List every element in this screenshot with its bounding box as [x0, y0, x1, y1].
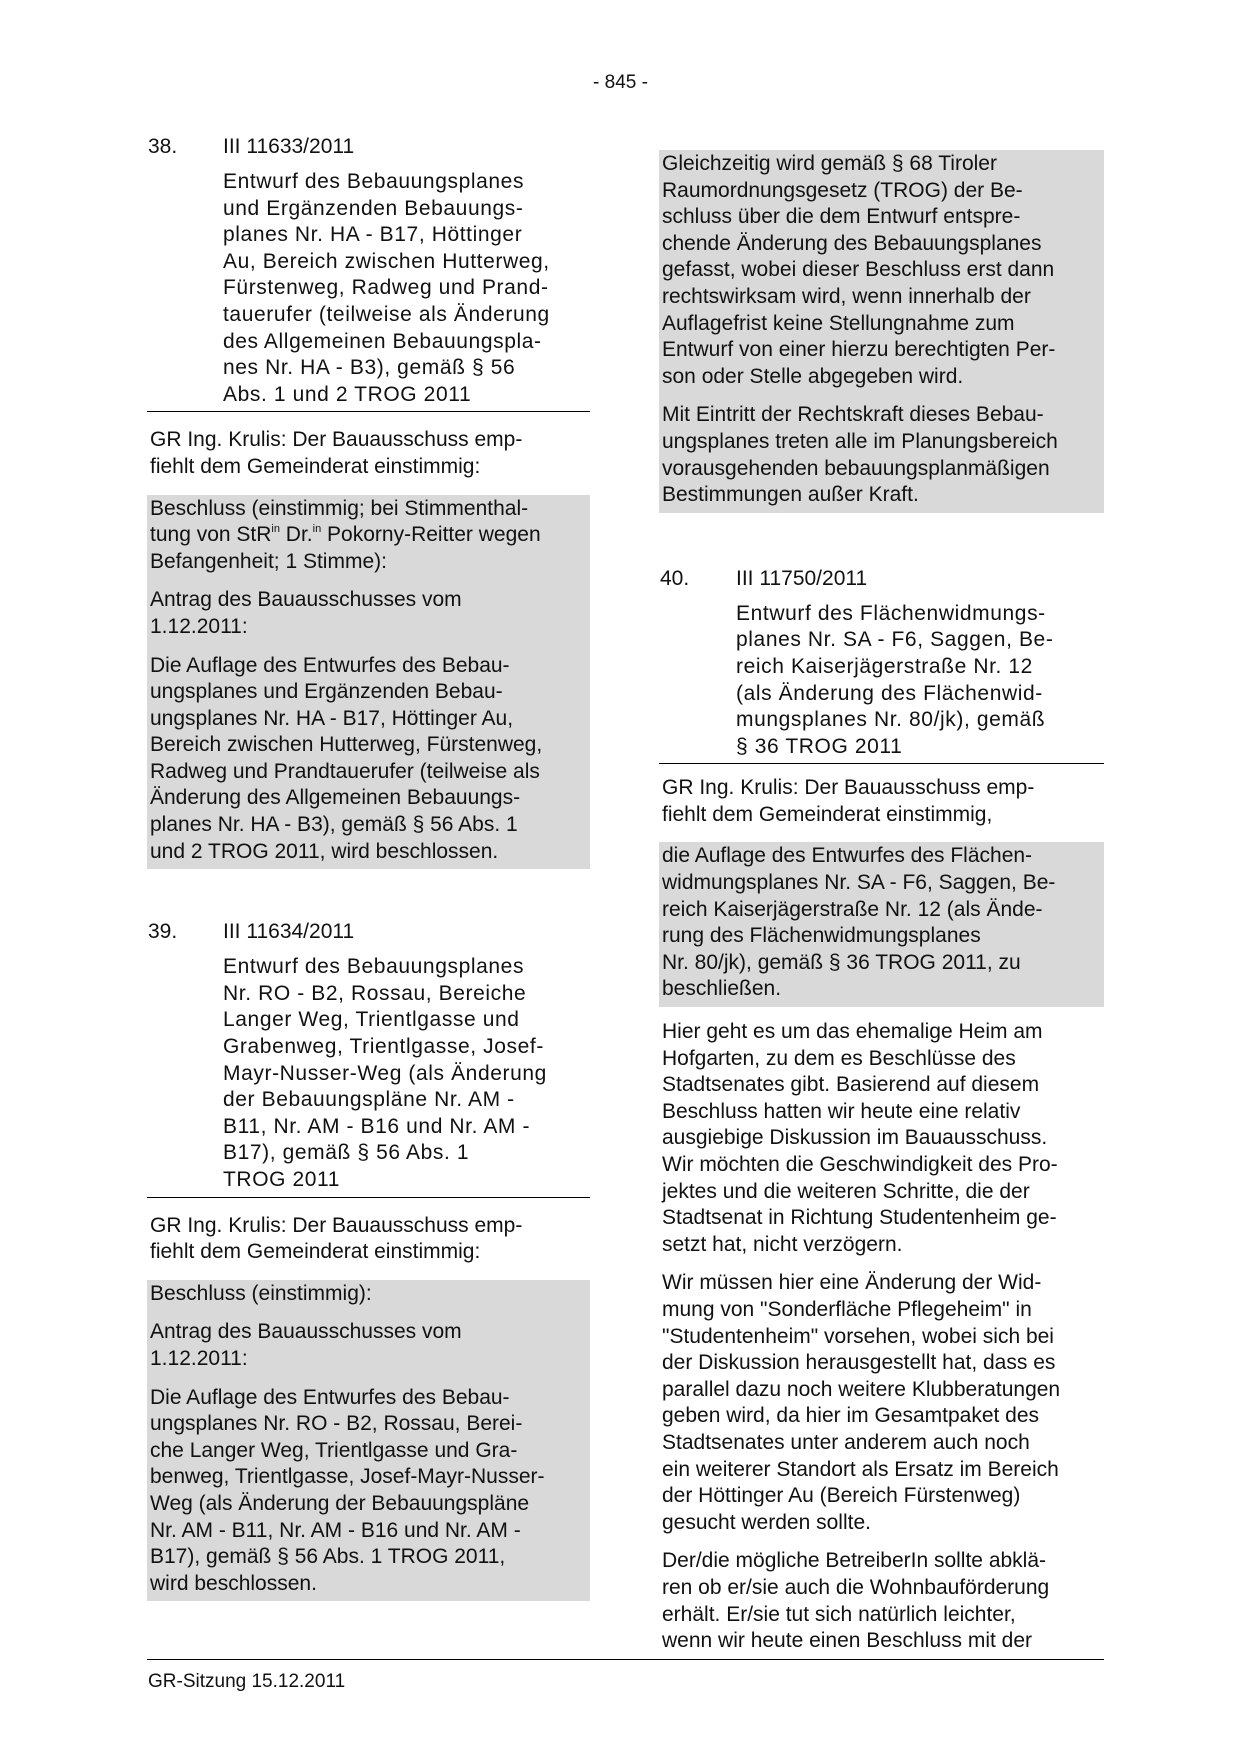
text-line: vorausgehenden bebauungsplanmäßigen [662, 456, 1050, 480]
text-line: Radweg und Prandtauerufer (teilweise als [150, 759, 540, 783]
item-38-number: 38. [148, 135, 178, 158]
superscript: in [312, 523, 322, 536]
text-line: fiehlt dem Gemeinderat einstimmig: [150, 1240, 481, 1264]
text-line: Weg (als Änderung der Bebauungspläne [150, 1491, 530, 1515]
item-40-title-line: § 36 TROG 2011 [736, 734, 903, 758]
item-38-beschluss [147, 496, 590, 576]
text-line: schluss über die dem Entwurf entspre- [662, 205, 1021, 229]
text-line: Die Auflage des Entwurfes des Bebau- [150, 1385, 510, 1409]
item-40-resolution-text [659, 843, 1104, 1003]
text-line: parallel dazu noch weitere Klubberatungen [662, 1377, 1061, 1401]
text-line: Beschluss hatten wir heute eine relativ [662, 1099, 1021, 1123]
text-line: der Höttinger Au (Bereich Fürstenweg) [662, 1484, 1021, 1508]
text-line: mung von "Sonderfläche Pflegeheim" in [662, 1297, 1032, 1321]
item-39-resolution-text [147, 1385, 590, 1598]
text-line: Der/die mögliche BetreiberIn sollte abklä- [662, 1549, 1047, 1573]
text-line: Gleichzeitig wird gemäß § 68 Tiroler [662, 152, 997, 175]
item-39-title [147, 946, 590, 1197]
item-40-header-row [659, 566, 1104, 593]
text-line: ren ob er/sie auch die Wohnbauförderung [662, 1575, 1050, 1599]
item-39-title-line: Mayr-Nusser-Weg (als Änderung [223, 1061, 547, 1085]
text-line: der Diskussion herausgestellt hat, dass es [662, 1351, 1056, 1375]
text-line: Die Auflage des Entwurfes des Bebau- [150, 653, 510, 677]
text-line: ungsplanes und Ergänzenden Bebau- [150, 680, 503, 704]
item-38-title-line: planes Nr. HA - B17, Höttinger [223, 223, 523, 247]
text-line: ungsplanes treten alle im Planungsbereich [662, 429, 1058, 453]
item-40-title-line: mungsplanes Nr. 80/jk), gemäß [736, 708, 1046, 732]
text-line: erhält. Er/sie tut sich natürlich leichter, [662, 1602, 1016, 1626]
text-line: GR Ing. Krulis: Der Bauausschuss emp- [662, 776, 1035, 800]
footer-divider [147, 1659, 1104, 1660]
text-line: 1.12.2011: [150, 1346, 248, 1370]
text-line: ein weiterer Standort als Ersatz im Bereich [662, 1457, 1059, 1481]
text-line: ungsplanes Nr. HA - B17, Höttinger Au, [150, 706, 514, 730]
item-40-speaker-paragraph [659, 775, 1104, 828]
item-38-title-line: des Allgemeinen Bebauungspla- [223, 329, 542, 353]
text-line: fiehlt dem Gemeinderat einstimmig: [150, 454, 481, 478]
page-number: - 845 - [593, 72, 648, 93]
left-column [147, 134, 590, 1601]
item-39-number: 39. [148, 920, 178, 944]
text-line: wird beschlossen. [150, 1571, 317, 1595]
item-38-title-line: und Ergänzenden Bebauungs- [223, 196, 524, 220]
text-line: Beschluss (einstimmig): [150, 1281, 372, 1305]
item-39-title-line: Nr. RO - B2, Rossau, Bereiche [223, 981, 527, 1005]
text-line: Raumordnungsgesetz (TROG) der Be- [662, 178, 1023, 202]
text-line: die Auflage des Entwurfes des Flächen- [662, 844, 1033, 868]
item-38-reference: III 11633/2011 [223, 135, 355, 158]
text-line: Stadtsenates gibt. Basierend auf diesem [662, 1073, 1040, 1097]
text-line: Mit Eintritt der Rechtskraft dieses Bebau- [662, 403, 1044, 427]
item-39-speaker-paragraph [147, 1213, 590, 1266]
text-line: Nr. AM - B11, Nr. AM - B16 und Nr. AM - [150, 1518, 521, 1542]
text-line: Bestimmungen außer Kraft. [662, 483, 919, 507]
item-40-heading [659, 566, 1104, 765]
text-line: planes Nr. HA - B3), gemäß § 56 Abs. 1 [150, 813, 518, 837]
text-line: Auflagefrist keine Stellungnahme zum [662, 311, 1015, 335]
text-line: jektes und die weiteren Schritte, die der [662, 1179, 1030, 1203]
text-line: son oder Stelle abgegeben wird. [662, 364, 964, 388]
item-38-resolution-box [147, 495, 590, 870]
item-38-header-row [147, 134, 590, 161]
text-line: 1.12.2011: [150, 614, 248, 638]
superscript: in [271, 523, 280, 536]
text-line: setzt hat, nicht verzögern. [662, 1232, 903, 1256]
text-line: wenn wir heute einen Beschluss mit der [662, 1629, 1033, 1653]
text-line: reich Kaiserjägerstraße Nr. 12 (als Ände- [662, 897, 1043, 921]
item-38-title-line: Entwurf des Bebauungsplanes [223, 170, 525, 193]
item-39-title-line: der Bebauungspläne Nr. AM - [223, 1088, 515, 1112]
text-line: und 2 TROG 2011, wird beschlossen. [150, 839, 499, 863]
text-line: Hier geht es um das ehemalige Heim am [662, 1020, 1043, 1044]
text-line: Antrag des Bauausschusses vom [150, 1320, 462, 1344]
item-40-paragraph-3 [659, 1548, 1104, 1654]
text-line: rung des Flächenwidmungsplanes [662, 924, 981, 948]
text-line: geben wird, da hier im Gesamtpaket des [662, 1404, 1040, 1428]
text-line: Nr. 80/jk), gemäß § 36 TROG 2011, zu [662, 950, 1021, 974]
text-line: Änderung des Allgemeinen Bebauungs- [150, 786, 521, 810]
item-39-beschluss [147, 1281, 590, 1308]
item-40-title-line: (als Änderung des Flächenwid- [736, 681, 1043, 705]
item-39-title-line: TROG 2011 [223, 1168, 341, 1191]
item-39-antrag [147, 1319, 590, 1372]
text-segment: Pokorny-Reitter wegen [321, 523, 541, 547]
item-39-title-line: B17), gemäß § 56 Abs. 1 [223, 1141, 470, 1165]
item-39-title-line: Grabenweg, Trientlgasse, Josef- [223, 1035, 544, 1059]
item-38-title-line: nes Nr. HA - B3), gemäß § 56 [223, 356, 516, 380]
item-40-title-line: planes Nr. SA - F6, Saggen, Be- [736, 628, 1054, 652]
text-segment: tung von StR [150, 523, 272, 547]
text-line: Stadtsenat in Richtung Studentenheim ge- [662, 1206, 1057, 1230]
text-line: Entwurf von einer hierzu berechtigten Per- [662, 338, 1056, 362]
item-40-number: 40. [660, 566, 690, 590]
right-column [659, 150, 1104, 1655]
text-segment: Dr. [279, 523, 313, 547]
item-39-reference: III 11634/2011 [223, 920, 355, 944]
item-38-speaker-paragraph [147, 427, 590, 480]
text-line: Stadtsenates unter anderem auch noch [662, 1430, 1030, 1454]
text-line: chende Änderung des Bebauungsplanes [662, 231, 1042, 255]
text-line: Hofgarten, zu dem es Beschlüsse des [662, 1046, 1016, 1070]
item-40-title-line: reich Kaiserjägerstraße Nr. 12 [736, 654, 1033, 678]
item-40-resolution-box [659, 842, 1104, 1007]
text-line [150, 522, 586, 549]
text-line: che Langer Weg, Trientlgasse und Gra- [150, 1438, 518, 1462]
text-line: Wir müssen hier eine Änderung der Wid- [662, 1271, 1042, 1295]
item-39-resolution-box [147, 1280, 590, 1602]
text-line: B17), gemäß § 56 Abs. 1 TROG 2011, [150, 1545, 506, 1569]
text-line: beschließen. [662, 977, 782, 1001]
text-line: GR Ing. Krulis: Der Bauausschuss emp- [150, 428, 523, 452]
text-line: Antrag des Bauausschusses vom [150, 588, 462, 612]
item-40-paragraph-1 [659, 1019, 1104, 1258]
item-40-paragraph-2 [659, 1270, 1104, 1536]
text-line: gefasst, wobei dieser Beschluss erst dann [662, 258, 1055, 282]
item-39-title-line: Entwurf des Bebauungsplanes [223, 955, 525, 979]
item-38-title-line: Abs. 1 und 2 TROG 2011 [223, 382, 472, 406]
text-line: rechtswirksam wird, wenn innerhalb der [662, 284, 1031, 308]
continuation-paragraph-2 [659, 402, 1104, 508]
item-39-header-row [147, 919, 590, 946]
item-38-antrag [147, 587, 590, 640]
continuation-paragraph-1 [659, 151, 1104, 390]
item-38-resolution-text [147, 653, 590, 866]
text-line: ungsplanes Nr. RO - B2, Rossau, Berei- [150, 1412, 523, 1436]
item-38-title-line: Au, Bereich zwischen Hutterweg, [223, 249, 550, 273]
text-line: "Studentenheim" vorsehen, wobei sich bei [662, 1324, 1054, 1348]
item-39-title-line: B11, Nr. AM - B16 und Nr. AM - [223, 1114, 531, 1138]
text-line: Bereich zwischen Hutterweg, Fürstenweg, [150, 733, 543, 757]
text-line: fiehlt dem Gemeinderat einstimmig, [662, 802, 993, 826]
text-line: benweg, Trientlgasse, Josef-Mayr-Nusser- [150, 1465, 545, 1489]
item-40-title-line: Entwurf des Flächenwidmungs- [736, 601, 1046, 625]
item-38-title [147, 161, 590, 412]
footer-session-label: GR-Sitzung 15.12.2011 [148, 1671, 346, 1692]
item-40-title [659, 593, 1104, 765]
item-39-heading [147, 919, 590, 1197]
item-38-title-line: Fürstenweg, Radweg und Prand- [223, 276, 549, 300]
text-line: Beschluss (einstimmig; bei Stimmenthal- [150, 496, 529, 520]
text-line: gesucht werden sollte. [662, 1510, 871, 1534]
item-39-title-line: Langer Weg, Trientlgasse und [223, 1008, 520, 1032]
continuation-resolution-box [659, 150, 1104, 513]
item-38-title-line: tauerufer (teilweise als Änderung [223, 302, 550, 326]
text-line: ausgiebige Diskussion im Bauausschuss. [662, 1126, 1048, 1150]
text-line: Wir möchten die Geschwindigkeit des Pro- [662, 1153, 1058, 1176]
item-38-heading [147, 134, 590, 412]
text-line: widmungsplanes Nr. SA - F6, Saggen, Be- [662, 871, 1056, 895]
text-line: Befangenheit; 1 Stimme): [150, 549, 387, 573]
item-40-reference: III 11750/2011 [736, 566, 868, 590]
text-line: GR Ing. Krulis: Der Bauausschuss emp- [150, 1213, 523, 1237]
